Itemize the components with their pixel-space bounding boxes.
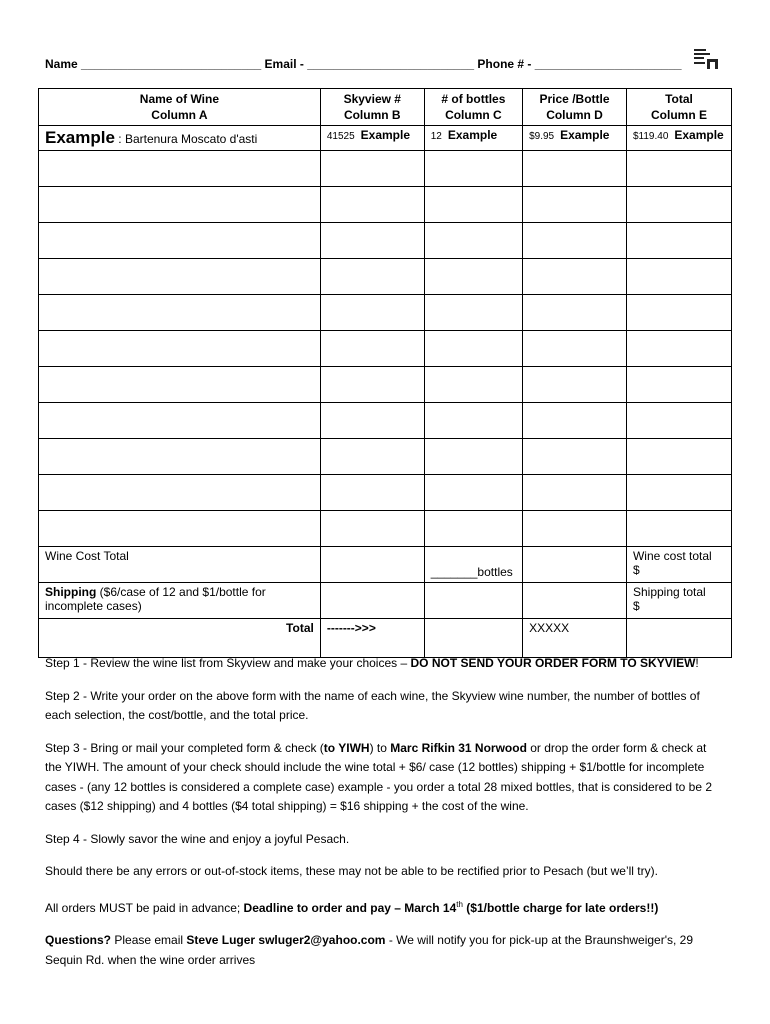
skyview-cell[interactable] <box>320 223 424 259</box>
wine-cell[interactable] <box>39 295 321 331</box>
skyview-cell[interactable] <box>320 259 424 295</box>
bottles-cell[interactable] <box>424 223 522 259</box>
contact-email-link[interactable]: Steve Luger swluger2@yahoo.com <box>186 933 386 947</box>
shipping-row <box>39 583 732 619</box>
wine-cell[interactable] <box>39 367 321 403</box>
total-cell[interactable] <box>626 511 731 547</box>
total-cell[interactable] <box>626 403 731 439</box>
wine-cost-total-row <box>39 547 732 583</box>
total-cell[interactable] <box>626 187 731 223</box>
order-row[interactable] <box>39 439 732 475</box>
step-4: Step 4 - Slowly savor the wine and enjoy a joyful Pesach. <box>45 831 350 846</box>
errors-note: Should there be any errors or out-of-stock items, these may not be able to be rectified prior to Pesach (but we’ll try). <box>45 864 658 878</box>
order-row[interactable] <box>39 151 732 187</box>
wine-cost-price-cell <box>523 547 627 583</box>
example-wine-cell: Example : Bartenura Moscato d'asti <box>39 126 321 151</box>
skyview-cell[interactable] <box>320 367 424 403</box>
table-header-row <box>39 89 732 126</box>
total-cell[interactable] <box>626 259 731 295</box>
bottles-cell[interactable] <box>424 259 522 295</box>
contact-info-line[interactable]: Name ___________________________ Email - _________________________ Phone # - ______________________ <box>45 57 682 71</box>
shipping-label: Shipping ($6/case of 12 and $1/bottle for incomplete cases) <box>39 583 321 619</box>
col-header-skyview: Skyview # Column B <box>320 89 424 126</box>
skyview-cell[interactable] <box>320 475 424 511</box>
wine-cost-total-cell[interactable]: Wine cost total $ <box>626 547 731 583</box>
example-bottles-cell: 12 Example <box>424 126 522 151</box>
yiwh-logo <box>693 48 719 70</box>
bottles-cell[interactable] <box>424 151 522 187</box>
wine-cell[interactable] <box>39 331 321 367</box>
price-cell[interactable] <box>523 367 627 403</box>
grand-total-cell[interactable] <box>626 619 731 658</box>
example-total-cell: $119.40 Example <box>626 126 731 151</box>
wine-cost-skyview-cell <box>320 547 424 583</box>
order-row[interactable] <box>39 295 732 331</box>
order-row[interactable] <box>39 367 732 403</box>
total-bottles-cell[interactable]: _______bottles <box>424 547 522 583</box>
bottles-cell[interactable] <box>424 295 522 331</box>
col-header-total: Total Column E <box>626 89 731 126</box>
grand-total-row <box>39 619 732 658</box>
order-row[interactable] <box>39 403 732 439</box>
bottles-cell[interactable] <box>424 475 522 511</box>
wine-cell[interactable] <box>39 259 321 295</box>
wine-cell[interactable] <box>39 511 321 547</box>
skyview-cell[interactable] <box>320 439 424 475</box>
deadline-note: All orders MUST be paid in advance; Deadline to order and pay – March 14th ($1/bottle charge for late orders!!) <box>45 899 659 915</box>
price-cell[interactable] <box>523 295 627 331</box>
price-cell[interactable] <box>523 187 627 223</box>
total-arrow: ------->>> <box>320 619 424 658</box>
price-cell[interactable] <box>523 475 627 511</box>
order-row[interactable] <box>39 223 732 259</box>
skyview-cell[interactable] <box>320 403 424 439</box>
bottles-cell[interactable] <box>424 187 522 223</box>
bottles-cell[interactable] <box>424 403 522 439</box>
step-3: Step 3 - Bring or mail your completed form & check (to YIWH) to Marc Rifkin 31 Norwood or drop the order form & check at the YIWH. The amount of your check should include the wine total + $6/ case (12 bottles) shipping + $1/bottle for incomplete cases - (any 12 bottles is considered a complete case) example - you order a total 28 mixed bottles, that is considered to be 2 cases ($12 shipping) and 4 bottles ($4 total shipping) = $16 shipping + the cost of the wine. <box>45 740 713 813</box>
example-skyview-cell: 41525 Example <box>320 126 424 151</box>
order-row[interactable] <box>39 475 732 511</box>
wine-cost-total-label: Wine Cost Total <box>39 547 321 583</box>
price-cell[interactable] <box>523 439 627 475</box>
xxxxx-mark: XXXXX <box>523 619 627 658</box>
total-cell[interactable] <box>626 367 731 403</box>
shipping-bottles-cell <box>424 583 522 619</box>
wine-order-table <box>38 88 732 658</box>
price-cell[interactable] <box>523 259 627 295</box>
bottles-cell[interactable] <box>424 331 522 367</box>
skyview-cell[interactable] <box>320 295 424 331</box>
price-cell[interactable] <box>523 403 627 439</box>
grand-total-bottles-cell <box>424 619 522 658</box>
total-cell[interactable] <box>626 475 731 511</box>
order-row[interactable] <box>39 187 732 223</box>
total-cell[interactable] <box>626 331 731 367</box>
order-row[interactable] <box>39 331 732 367</box>
total-cell[interactable] <box>626 151 731 187</box>
skyview-cell[interactable] <box>320 151 424 187</box>
wine-cell[interactable] <box>39 187 321 223</box>
price-cell[interactable] <box>523 331 627 367</box>
price-cell[interactable] <box>523 223 627 259</box>
total-cell[interactable] <box>626 295 731 331</box>
step-2: Step 2 - Write your order on the above form with the name of each wine, the Skyview wine number, the number of bottles of each selection, the cost/bottle, and the total price. <box>45 688 700 722</box>
shipping-price-cell <box>523 583 627 619</box>
price-cell[interactable] <box>523 511 627 547</box>
shipping-skyview-cell <box>320 583 424 619</box>
order-row[interactable] <box>39 511 732 547</box>
step-1: Step 1 - Review the wine list from Skyview and make your choices – DO NOT SEND YOUR ORDER FORM TO SKYVIEW! <box>45 656 699 670</box>
wine-cell[interactable] <box>39 151 321 187</box>
col-header-price: Price /Bottle Column D <box>523 89 627 126</box>
shipping-total-cell[interactable]: Shipping total $ <box>626 583 731 619</box>
col-header-bottles: # of bottles Column C <box>424 89 522 126</box>
questions-note: Questions? Please email Steve Luger swluger2@yahoo.com - We will notify you for pick-up at the Braunshweiger's, 29 Sequin Rd. when the wine order arrives <box>45 933 694 967</box>
example-row <box>39 126 732 151</box>
wine-cell[interactable] <box>39 439 321 475</box>
skyview-cell[interactable] <box>320 511 424 547</box>
wine-cell[interactable] <box>39 403 321 439</box>
skyview-cell[interactable] <box>320 187 424 223</box>
bottles-cell[interactable] <box>424 439 522 475</box>
wine-cell[interactable] <box>39 223 321 259</box>
price-cell[interactable] <box>523 151 627 187</box>
col-header-wine: Name of Wine Column A <box>39 89 321 126</box>
total-cell[interactable] <box>626 439 731 475</box>
example-price-cell: $9.95 Example <box>523 126 627 151</box>
order-row[interactable] <box>39 259 732 295</box>
total-cell[interactable] <box>626 223 731 259</box>
bottles-cell[interactable] <box>424 511 522 547</box>
instructions <box>45 654 725 983</box>
grand-total-label: Total <box>39 619 321 658</box>
wine-cell[interactable] <box>39 475 321 511</box>
bottles-cell[interactable] <box>424 367 522 403</box>
skyview-cell[interactable] <box>320 331 424 367</box>
